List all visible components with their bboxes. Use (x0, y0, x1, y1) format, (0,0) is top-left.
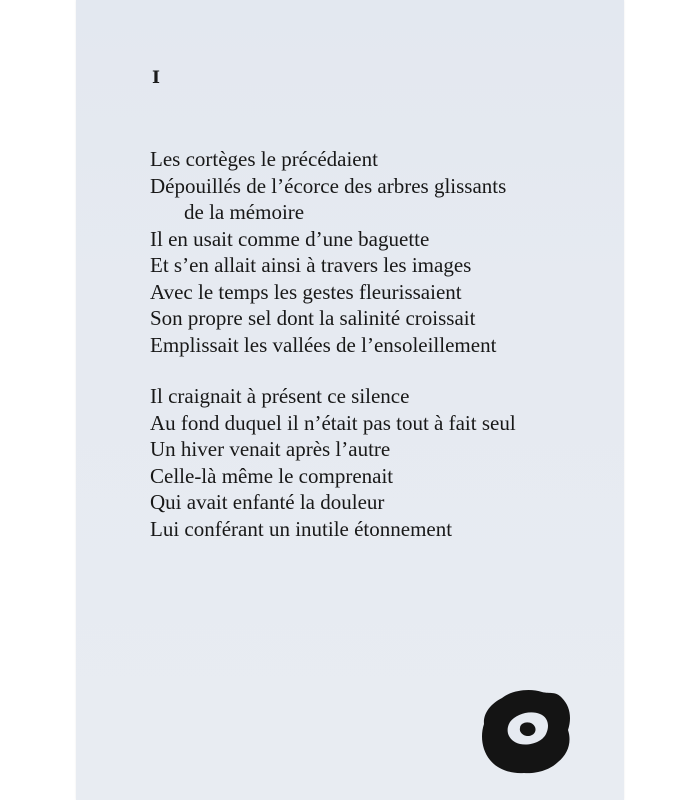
poem-line: Celle-là même le comprenait (150, 463, 394, 488)
poem-line: Qui avait enfanté la douleur (150, 490, 385, 514)
poem-line: Avec le temps les gestes fleurissaient (150, 279, 462, 304)
poem-line: Dépouillés de l’écorce des arbres glissants (150, 173, 507, 198)
ink-ring-ornament-icon (480, 688, 572, 776)
poem-line: Un hiver venait après l’autre (150, 437, 391, 461)
poem-number: I (152, 68, 160, 88)
stanza-1 (150, 146, 506, 358)
poem-line: Il en usait comme d’une baguette (150, 226, 430, 251)
poem-line: Son propre sel dont la salinité croissait (150, 306, 476, 330)
poem-line: Il craignait à présent ce silence (150, 384, 410, 408)
poem-line: Les cortèges le précédaient (150, 147, 378, 171)
stanza-2 (150, 383, 516, 542)
poem-line: Lui conférant un inutile étonnement (150, 516, 453, 541)
poem-line: Emplissait les vallées de l’ensoleillement (150, 332, 497, 357)
poem-line: Et s’en allait ainsi à travers les images (150, 253, 472, 277)
poem-line: Au fond duquel il n’était pas tout à fait seul (150, 410, 516, 435)
poem-line-continuation: de la mémoire (184, 200, 305, 224)
